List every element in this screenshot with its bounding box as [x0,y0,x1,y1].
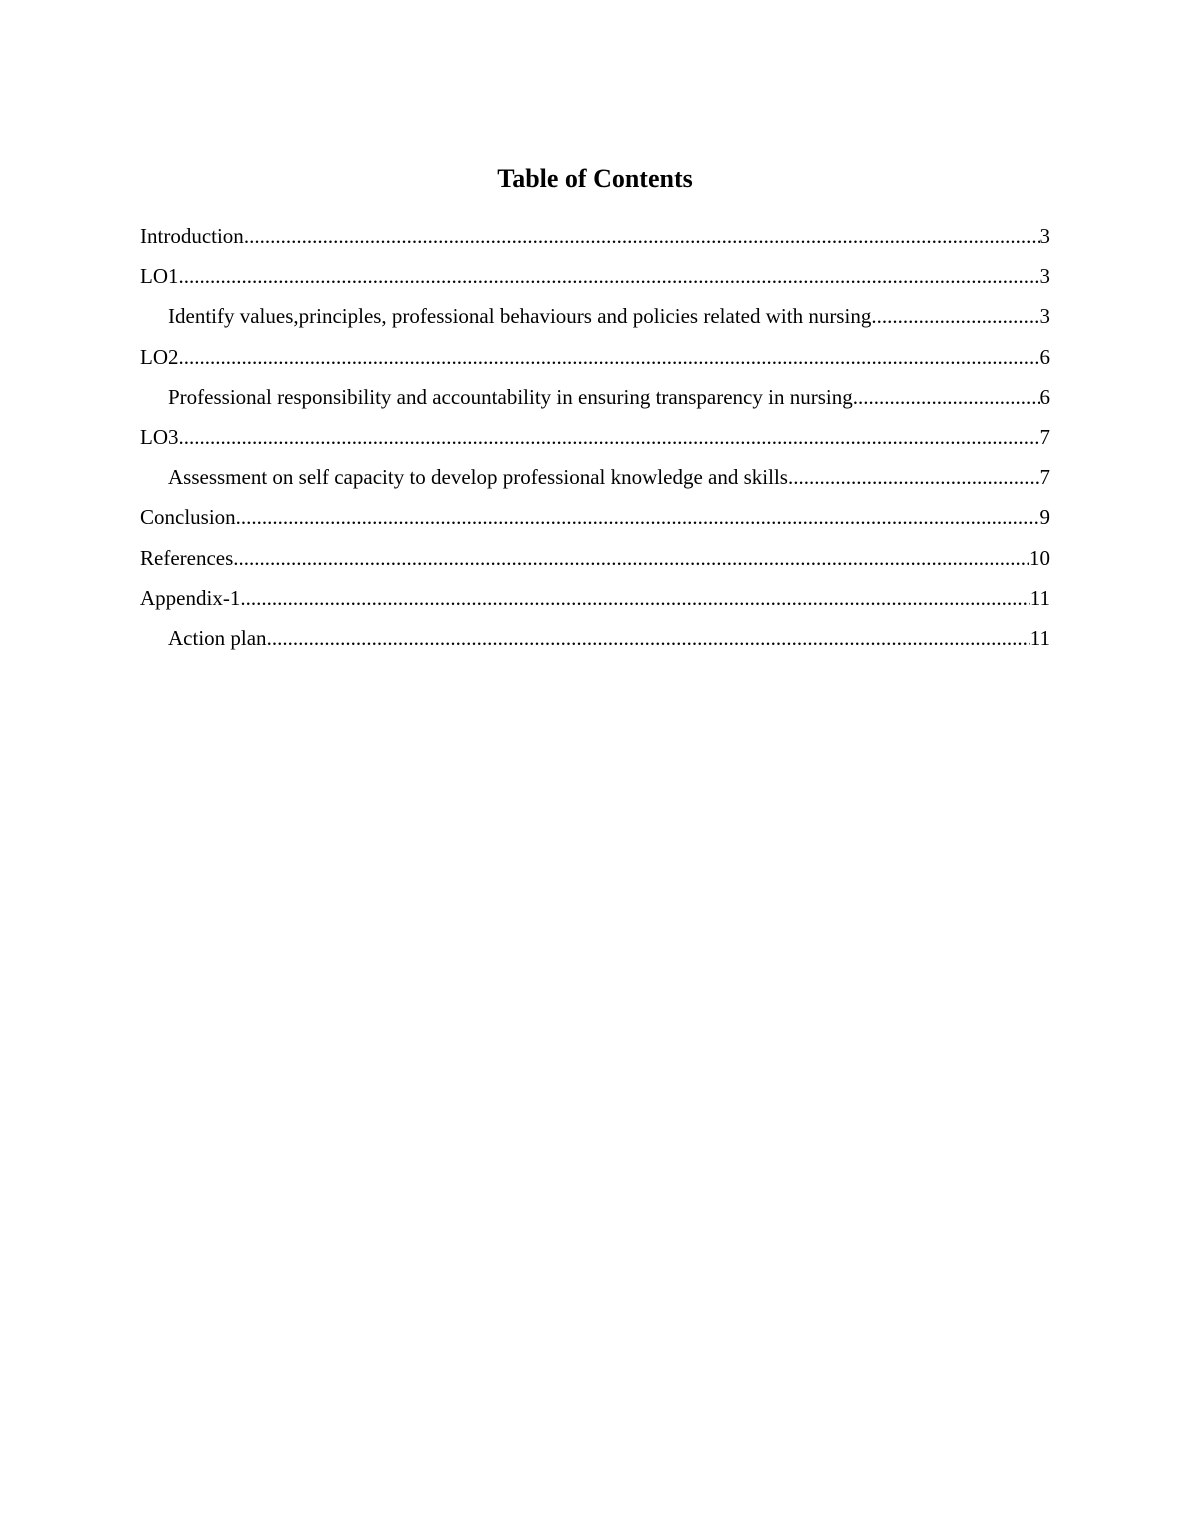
dot-leader [853,377,1040,417]
toc-entry-label: Identify values,principles, professional behaviours and policies related with nursing [168,304,872,329]
toc-entry-page: 6 [1039,344,1050,369]
dot-leader [244,216,1040,256]
toc-entry-assessment-self-capacity[interactable] [140,457,1050,497]
toc-entry-lo1[interactable] [140,256,1050,296]
toc-entry-page: 11 [1029,625,1050,650]
dot-leader [788,457,1040,497]
toc-entry-label: Introduction [140,224,244,248]
toc-entry-lo3[interactable] [140,417,1050,457]
toc-entry-action-plan[interactable] [140,618,1050,658]
toc-entry-conclusion[interactable] [140,497,1050,537]
dot-leader [236,497,1040,537]
toc-entry-page: 6 [1039,384,1050,409]
toc-entry-page: 10 [1029,545,1050,570]
toc-entry-label: LO1 [140,264,179,289]
toc-entry-page: 7 [1039,465,1050,490]
toc-entry-introduction[interactable] [140,216,1050,256]
toc-entry-lo2[interactable] [140,337,1050,377]
toc-entry-appendix-1[interactable] [140,578,1050,618]
toc-entry-label: Professional responsibility and accountability in ensuring transparency in nursing [168,384,853,409]
toc-entry-label: References [140,545,234,570]
dot-leader [240,578,1029,618]
toc-entry-label: Action plan [168,625,267,650]
dot-leader [179,337,1040,377]
toc-entry-page: 3 [1039,264,1050,289]
toc-entry-label: LO3 [140,424,179,449]
dot-leader [267,618,1030,658]
toc-title: Table of Contents [497,164,693,193]
toc-entry-label: Conclusion [140,505,236,530]
dot-leader [179,256,1040,296]
table-of-contents [140,216,1050,658]
toc-entry-label: Assessment on self capacity to develop professional knowledge and skills [168,465,788,490]
toc-entry-label: LO2 [140,344,179,369]
toc-entry-page: 11 [1029,585,1050,610]
toc-entry-page: 9 [1039,505,1050,530]
toc-entry-page: 3 [1039,224,1050,248]
toc-entry-references[interactable] [140,538,1050,578]
toc-entry-label: Appendix-1 [140,585,241,610]
toc-entry-professional-responsibility[interactable] [140,377,1050,417]
toc-entry-identify-values[interactable] [140,296,1050,336]
dot-leader [871,296,1039,336]
toc-entry-page: 7 [1039,424,1050,449]
dot-leader [179,417,1040,457]
dot-leader [233,538,1029,578]
toc-entry-page: 3 [1039,304,1050,329]
